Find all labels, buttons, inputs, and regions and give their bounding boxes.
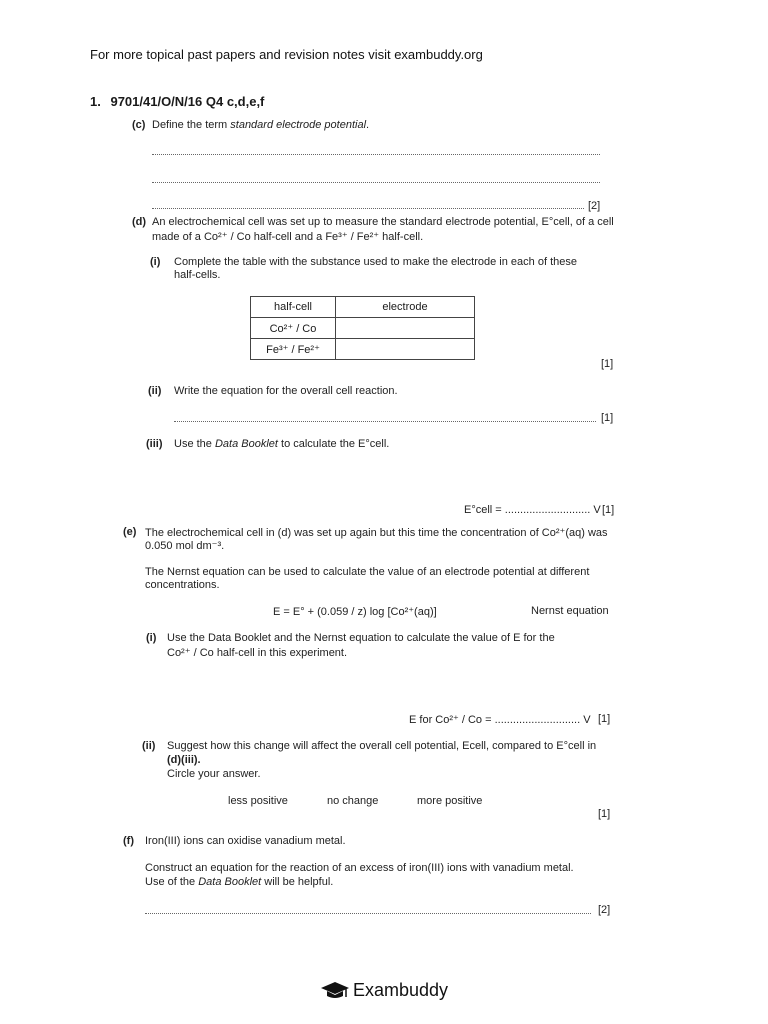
half-cell-table <box>250 296 475 360</box>
footer-logo-text: Exambuddy <box>353 980 449 1000</box>
part-d-i-line1: Complete the table with the substance used to make the electrode in each of these <box>174 256 577 268</box>
part-f-text: Iron(III) ions can oxidise vanadium metal. <box>145 835 346 847</box>
mark-d-i: [1] <box>601 358 614 370</box>
answer-line <box>145 913 591 914</box>
table-row <box>251 318 475 339</box>
part-d-iii-answer: E°cell = ............................ V <box>464 504 601 516</box>
nernst-intro-line2: concentrations. <box>145 579 220 591</box>
part-d-ii-label: (ii) <box>148 385 162 397</box>
table-header-row <box>251 297 475 318</box>
answer-line <box>152 182 600 183</box>
part-e-label: (e) <box>123 526 137 538</box>
part-f-line1: Construct an equation for the reaction of an excess of iron(III) ions with vanadium metal. <box>145 862 574 874</box>
part-e-ii-line1: Suggest how this change will affect the overall cell potential, Ecell, compared to E°cell in <box>167 740 597 752</box>
part-e-i-answer: E for Co²⁺ / Co = ............................ V <box>409 714 591 726</box>
part-f-line2: Use of the Data Booklet will be helpful. <box>145 876 334 888</box>
mark-e-ii: [1] <box>598 808 611 820</box>
part-d-i-line2: half-cells. <box>174 269 221 281</box>
nernst-intro-line1: The Nernst equation can be used to calculate the value of an electrode potential at different <box>145 566 590 578</box>
option-less-positive[interactable]: less positive <box>228 795 288 807</box>
part-d-line2: made of a Co²⁺ / Co half-cell and a Fe³⁺ / Fe²⁺ half-cell. <box>152 231 424 243</box>
option-more-positive[interactable]: more positive <box>417 795 483 807</box>
part-d-iii-label: (iii) <box>146 438 163 450</box>
site-header: For more topical past papers and revision notes visit exambuddy.org <box>90 47 483 62</box>
mark-f: [2] <box>598 904 611 916</box>
nernst-equation: E = E° + (0.059 / z) log [Co²⁺(aq)] <box>273 606 437 618</box>
part-e-i-label: (i) <box>146 632 157 644</box>
part-d-ii-text: Write the equation for the overall cell reaction. <box>174 385 398 397</box>
table-row <box>251 339 475 360</box>
mark-d-iii: [1] <box>602 504 615 516</box>
part-e-i-line1: Use the Data Booklet and the Nernst equation to calculate the value of E for the <box>167 632 555 644</box>
part-e-line1: The electrochemical cell in (d) was set up again but this time the concentration of Co²⁺(aq) was <box>145 527 608 539</box>
part-d-iii-text: Use the Data Booklet to calculate the E°cell. <box>174 438 390 450</box>
table-header-cell: electrode <box>336 297 475 318</box>
question-title <box>90 94 264 109</box>
question-code: 9701/41/O/N/16 Q4 c,d,e,f <box>110 94 265 109</box>
part-e-ii-line3: Circle your answer. <box>167 768 261 780</box>
part-c-label: (c) <box>132 119 146 131</box>
part-c-text: Define the term standard electrode potential. <box>152 119 370 131</box>
table-cell: Co²⁺ / Co <box>251 318 336 339</box>
table-cell-answer[interactable] <box>336 339 475 360</box>
part-d-line1: An electrochemical cell was set up to measure the standard electrode potential, E°cell, of a cell <box>152 216 614 228</box>
mark-c: [2] <box>588 200 601 212</box>
table-header-cell: half-cell <box>251 297 336 318</box>
part-e-i-line2: Co²⁺ / Co half-cell in this experiment. <box>167 647 348 659</box>
table-cell-answer[interactable] <box>336 318 475 339</box>
question-number: 1. <box>90 94 101 109</box>
option-no-change[interactable]: no change <box>327 795 379 807</box>
mark-e-i: [1] <box>598 713 611 725</box>
graduation-cap-icon <box>321 981 349 1001</box>
table-cell: Fe³⁺ / Fe²⁺ <box>251 339 336 360</box>
part-e-line2: 0.050 mol dm⁻³. <box>145 540 225 552</box>
nernst-equation-name: Nernst equation <box>531 605 609 617</box>
answer-line <box>152 208 584 209</box>
part-e-ii-line2: (d)(iii). <box>167 754 201 766</box>
part-d-i-label: (i) <box>150 256 161 268</box>
answer-line <box>174 421 596 422</box>
answer-line <box>152 154 600 155</box>
part-d-label: (d) <box>132 216 147 228</box>
footer-logo <box>321 980 448 1001</box>
part-e-ii-label: (ii) <box>142 740 156 752</box>
mark-d-ii: [1] <box>601 412 614 424</box>
part-f-label: (f) <box>123 835 134 847</box>
